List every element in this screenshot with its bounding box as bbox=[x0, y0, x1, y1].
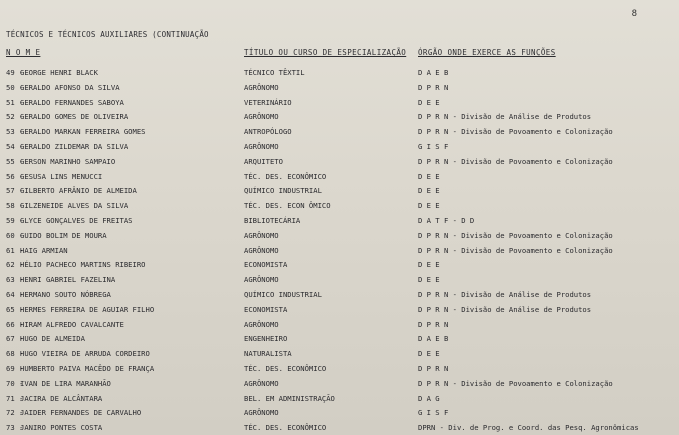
person-name: GEORGE HENRI BLACK bbox=[20, 68, 98, 77]
row-number: 53 - bbox=[6, 127, 24, 137]
person-title: ECONOMISTA bbox=[244, 260, 288, 270]
person-name: HIRAM ALFREDO CAVALCANTE bbox=[20, 319, 124, 329]
list-item bbox=[0, 318, 679, 333]
person-org: G I S F bbox=[418, 141, 449, 151]
person-title: TÉC. DES. ECONÔMICO bbox=[244, 363, 327, 373]
person-org: D P R N bbox=[418, 363, 449, 373]
person-org: D P R N bbox=[418, 82, 449, 92]
row-number: 50 - bbox=[6, 82, 24, 92]
person-title: AGRÔNOMO bbox=[244, 408, 279, 418]
list-item bbox=[0, 229, 679, 244]
list-item bbox=[0, 81, 679, 96]
list-item bbox=[0, 332, 679, 347]
person-name: GERALDO GOMES DE OLIVEIRA bbox=[20, 112, 129, 122]
person-org: D P R N - Divisão de Povoamento e Colonização bbox=[418, 230, 613, 240]
row-number: 71 - bbox=[6, 393, 24, 403]
staff-list bbox=[0, 66, 679, 435]
person-title: AGRÔNOMO bbox=[244, 245, 279, 255]
row-number: 72 - bbox=[6, 408, 24, 418]
person-title: TÉCNICO TÊXTIL bbox=[244, 68, 305, 77]
column-header-name: N O M E bbox=[6, 48, 41, 57]
person-org: D P R N - Divisão de Análise de Produtos bbox=[418, 289, 592, 299]
list-item bbox=[0, 184, 679, 199]
person-name: JACIRA DE ALCÂNTARA bbox=[20, 393, 103, 403]
person-title: AGRÔNOMO bbox=[244, 378, 279, 388]
person-org: D E E bbox=[418, 201, 440, 211]
person-title: BIBLIOTECÁRIA bbox=[244, 215, 301, 225]
person-org: D A E B bbox=[418, 334, 449, 344]
person-org: D P R N - Divisão de Análise de Produtos bbox=[418, 304, 592, 314]
person-name: GERSON MARINHO SAMPAIO bbox=[20, 156, 116, 166]
person-org: D E E bbox=[418, 171, 440, 181]
person-name: GILZENEIDE ALVES DA SILVA bbox=[20, 201, 129, 211]
row-number: 56 - bbox=[6, 171, 24, 181]
person-org: D P R N - Divisão de Povoamento e Colonização bbox=[418, 378, 613, 388]
person-org: D P R N - Divisão de Povoamento e Colonização bbox=[418, 156, 613, 166]
row-number: 54 - bbox=[6, 141, 24, 151]
person-title: ANTROPÓLOGO bbox=[244, 127, 292, 137]
person-org: D P R N - Divisão de Povoamento e Colonização bbox=[418, 245, 613, 255]
person-org: D P R N - Divisão de Análise de Produtos bbox=[418, 112, 592, 122]
row-number: 57 - bbox=[6, 186, 24, 196]
person-title: QUÍMICO INDUSTRIAL bbox=[244, 186, 322, 196]
list-item bbox=[0, 214, 679, 229]
person-title: AGRÔNOMO bbox=[244, 141, 279, 151]
person-name: GERALDO MARKAN FERREIRA GOMES bbox=[20, 127, 146, 137]
person-org: D E E bbox=[418, 97, 440, 107]
list-item bbox=[0, 66, 679, 81]
person-org: D E E bbox=[418, 186, 440, 196]
row-number: 70 - bbox=[6, 378, 24, 388]
row-number: 60 - bbox=[6, 230, 24, 240]
person-org: D E E bbox=[418, 260, 440, 270]
person-name: IVAN DE LIRA MARANHÃO bbox=[20, 378, 111, 388]
person-title: AGRÔNOMO bbox=[244, 230, 279, 240]
person-title: AGRÔNOMO bbox=[244, 82, 279, 92]
person-name: GESUSA LINS MENUCCI bbox=[20, 171, 103, 181]
person-org: D A T F - D D bbox=[418, 215, 475, 225]
row-number: 68 - bbox=[6, 349, 24, 359]
list-item bbox=[0, 125, 679, 140]
row-number: 52 - bbox=[6, 112, 24, 122]
person-name: HENRI GABRIEL FAZELINA bbox=[20, 275, 116, 285]
list-item bbox=[0, 392, 679, 407]
person-title: ENGENHEIRO bbox=[244, 334, 288, 344]
person-name: GUIDO BOLIM DE MOURA bbox=[20, 230, 107, 240]
row-number: 67 - bbox=[6, 334, 24, 344]
list-item bbox=[0, 140, 679, 155]
person-name: JAIDER FERNANDES DE CARVALHO bbox=[20, 408, 142, 418]
row-number: 49 - bbox=[6, 68, 24, 77]
person-title: TÉC. DES. ECONÔMICO bbox=[244, 171, 327, 181]
person-name: GLYCE GONÇALVES DE FREITAS bbox=[20, 215, 133, 225]
person-name: GERALDO FERNANDES SABOYA bbox=[20, 97, 124, 107]
person-title: TÉC. DES. ECON ÔMICO bbox=[244, 201, 331, 211]
person-name: GERALDO AFONSO DA SILVA bbox=[20, 82, 120, 92]
row-number: 64 - bbox=[6, 289, 24, 299]
list-item bbox=[0, 110, 679, 125]
person-org: D E E bbox=[418, 349, 440, 359]
person-title: AGRÔNOMO bbox=[244, 112, 279, 122]
person-name: HUGO DE ALMEIDA bbox=[20, 334, 85, 344]
person-title: BEL. EM ADMINISTRAÇÃO bbox=[244, 393, 335, 403]
row-number: 51 - bbox=[6, 97, 24, 107]
column-header-title: TÍTULO OU CURSO DE ESPECIALIZAÇÃO bbox=[244, 48, 407, 57]
person-org: D A E B bbox=[418, 68, 449, 77]
list-item bbox=[0, 273, 679, 288]
row-number: 69 - bbox=[6, 363, 24, 373]
person-title: NATURALISTA bbox=[244, 349, 292, 359]
person-name: GERALDO ZILDEMAR DA SILVA bbox=[20, 141, 129, 151]
section-title: TÉCNICOS E TÉCNICOS AUXILIARES (CONTINUAÇÃO bbox=[6, 30, 209, 39]
person-org: G I S F bbox=[418, 408, 449, 418]
column-header-org: ÓRGÃO ONDE EXERCE AS FUNÇÕES bbox=[418, 48, 556, 57]
list-item bbox=[0, 303, 679, 318]
row-number: 59 - bbox=[6, 215, 24, 225]
person-name: JANIRO PONTES COSTA bbox=[20, 423, 103, 433]
list-item bbox=[0, 96, 679, 111]
person-title: ECONOMISTA bbox=[244, 304, 288, 314]
person-title: QUÍMICO INDUSTRIAL bbox=[244, 289, 322, 299]
list-item bbox=[0, 421, 679, 435]
person-title: ARQUITETO bbox=[244, 156, 283, 166]
list-item bbox=[0, 170, 679, 185]
list-item bbox=[0, 362, 679, 377]
person-title: VETERINÁRIO bbox=[244, 97, 292, 107]
list-item bbox=[0, 377, 679, 392]
person-name: HERMANO SOUTO NÓBREGA bbox=[20, 289, 111, 299]
person-org: DPRN - Div. de Prog. e Coord. das Pesq. Agronômicas bbox=[418, 423, 639, 433]
person-title: TÉC. DES. ECONÔMICO bbox=[244, 423, 327, 433]
row-number: 73 - bbox=[6, 423, 24, 433]
person-org: D P R N bbox=[418, 319, 449, 329]
row-number: 65 - bbox=[6, 304, 24, 314]
person-name: HUGO VIEIRA DE ARRUDA CORDEIRO bbox=[20, 349, 150, 359]
list-item bbox=[0, 347, 679, 362]
list-item bbox=[0, 155, 679, 170]
person-title: AGRÔNOMO bbox=[244, 275, 279, 285]
person-org: D P R N - Divisão de Povoamento e Colonização bbox=[418, 127, 613, 137]
person-org: D E E bbox=[418, 275, 440, 285]
person-name: HUMBERTO PAIVA MACÊDO DE FRANÇA bbox=[20, 363, 155, 373]
row-number: 58 - bbox=[6, 201, 24, 211]
person-name: HERMES FERREIRA DE AGUIAR FILHO bbox=[20, 304, 155, 314]
page-number: 8 bbox=[631, 9, 637, 19]
list-item bbox=[0, 406, 679, 421]
row-number: 61 - bbox=[6, 245, 24, 255]
row-number: 55 - bbox=[6, 156, 24, 166]
row-number: 66 - bbox=[6, 319, 24, 329]
person-name: GILBERTO AFRÂNIO DE ALMEIDA bbox=[20, 186, 137, 196]
row-number: 62 - bbox=[6, 260, 24, 270]
person-name: HÉLIO PACHECO MARTINS RIBEIRO bbox=[20, 260, 146, 270]
list-item bbox=[0, 199, 679, 214]
person-name: HAIG ARMIAN bbox=[20, 245, 68, 255]
list-item bbox=[0, 244, 679, 259]
list-item bbox=[0, 288, 679, 303]
list-item bbox=[0, 258, 679, 273]
row-number: 63 - bbox=[6, 275, 24, 285]
person-org: D A G bbox=[418, 393, 440, 403]
person-title: AGRÔNOMO bbox=[244, 319, 279, 329]
